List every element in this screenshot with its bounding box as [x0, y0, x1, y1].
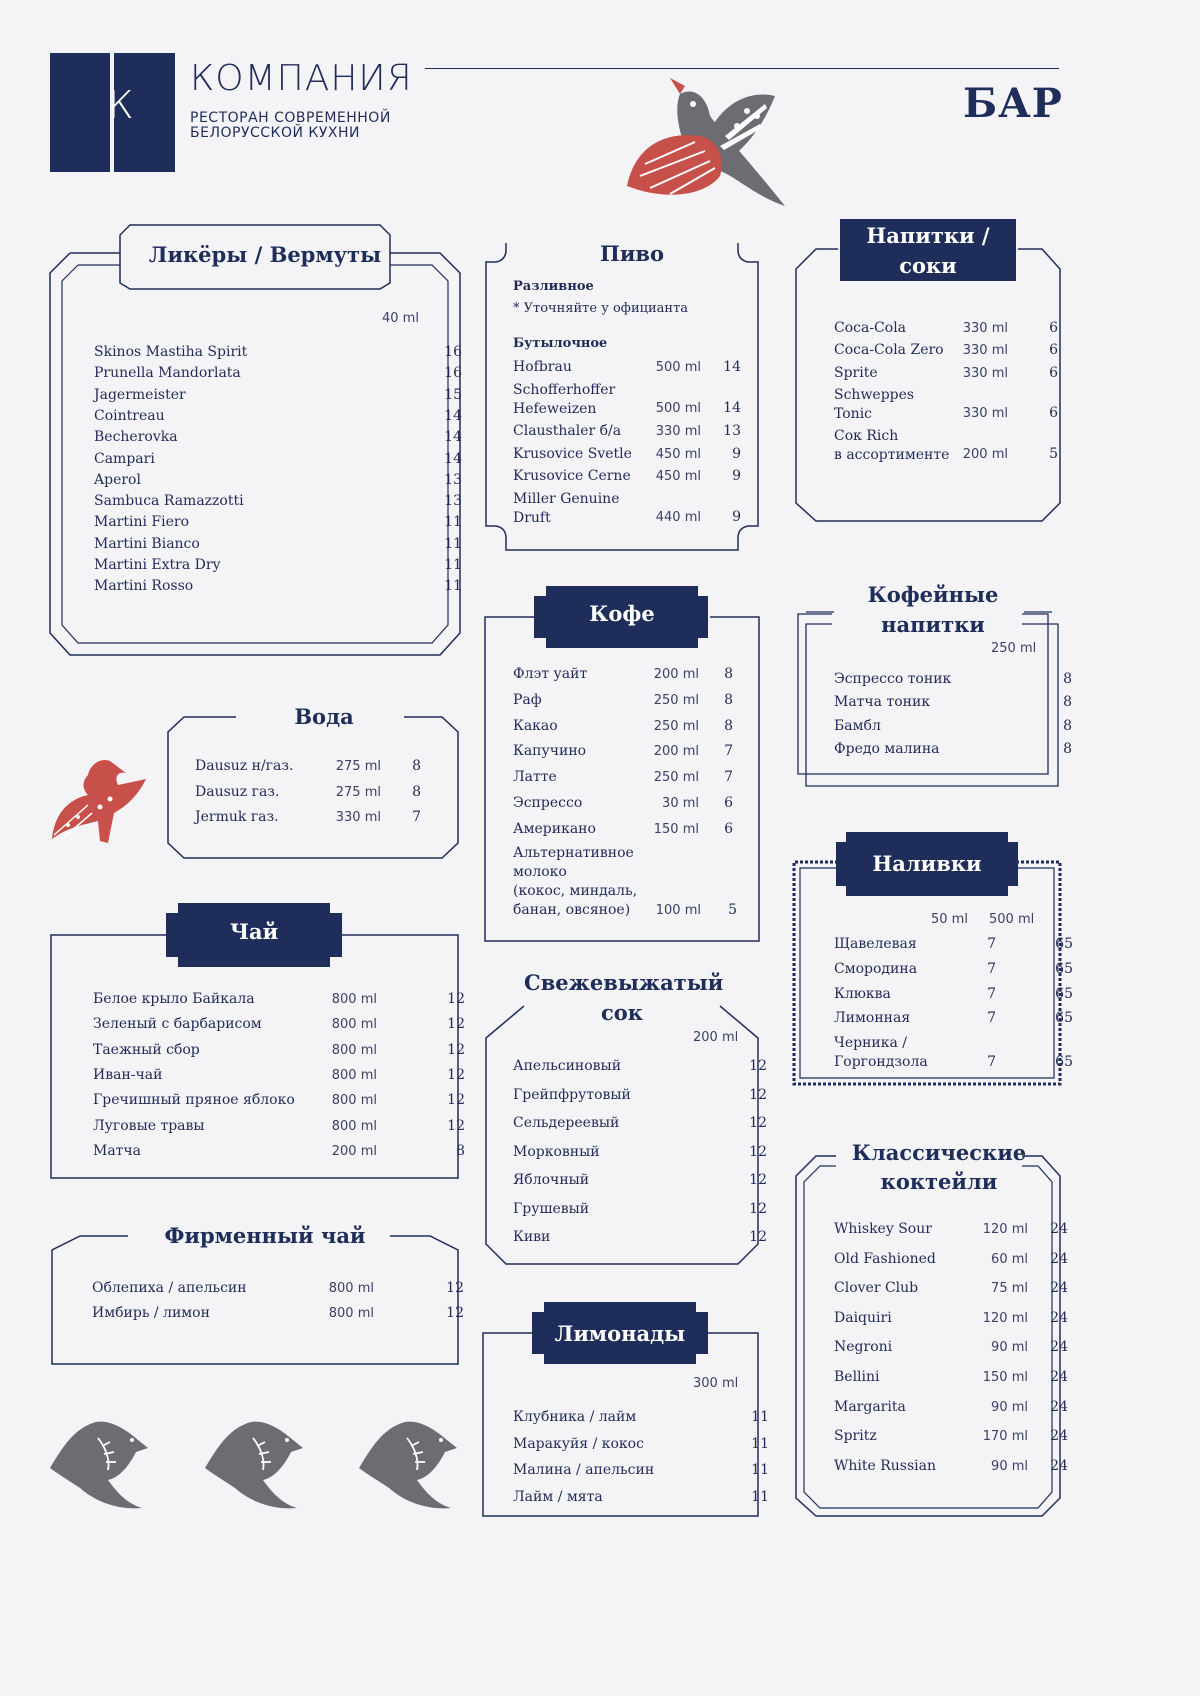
- cocktail-item-volume: 75 ml: [991, 1281, 1028, 1297]
- drink-item-price: 6: [1049, 342, 1058, 359]
- cocktail-item-name: Old Fashioned: [834, 1250, 936, 1267]
- nalivka-item-name: Щавелевая: [834, 936, 917, 952]
- coffee-drink-item-name: Фредо малина: [834, 741, 940, 758]
- water-panel: [166, 700, 460, 860]
- cocktail-item-volume: 150 ml: [982, 1370, 1028, 1385]
- nalivka-item-name: Смородина: [834, 960, 918, 977]
- drinks-title-1: Напитки /: [840, 221, 1016, 250]
- drink-item-price: 6: [1049, 364, 1058, 381]
- beer-draft-label: Разливное: [513, 279, 594, 294]
- tea-item-name: Луговые травы: [93, 1117, 205, 1134]
- coffee-item-price: 8: [724, 666, 733, 682]
- nalivka-item-price: 7: [987, 1054, 996, 1071]
- signature-tea-item-price: 12: [446, 1280, 464, 1296]
- beer-draft-note: * Уточняйте у официанта: [513, 301, 689, 316]
- tea-item-price: 12: [447, 1016, 465, 1033]
- brand-subtitle-1: РЕСТОРАН СОВРЕМЕННОЙ: [190, 110, 391, 126]
- water-item-name: Dausuz газ.: [195, 783, 280, 800]
- signature-tea-item-name: Имбирь / лимон: [92, 1304, 210, 1321]
- liqueur-item-name: Cointreau: [94, 407, 165, 424]
- juice-item-name: Сельдереевый: [513, 1115, 620, 1131]
- coffee-item-price: 7: [724, 743, 733, 760]
- brand: [190, 58, 413, 141]
- drink-item-name: Sprite: [834, 364, 878, 381]
- liqueur-item-name: Martini Fiero: [94, 514, 190, 531]
- coffee-alt-volume: 100 ml: [655, 903, 701, 918]
- liqueur-item-name: Martini Rosso: [94, 578, 194, 595]
- juice-item-price: 12: [749, 1172, 767, 1188]
- water-item-price: 7: [412, 809, 421, 825]
- water-item-name: Jermuk газ.: [195, 809, 279, 825]
- cocktail-item-name: Clover Club: [834, 1280, 919, 1297]
- beer-item-price: 9: [732, 509, 741, 526]
- coffee-drink-item-price: 8: [1063, 694, 1072, 711]
- tea-item-name: Белое крыло Байкала: [93, 991, 255, 1007]
- lemonade-item-name: Малина / апельсин: [513, 1462, 655, 1478]
- lemonade-item-price: 11: [751, 1435, 769, 1452]
- beer-title: Пиво: [552, 239, 712, 268]
- liqueur-item-price: 11: [444, 578, 462, 595]
- juice-item-name: Апельсиновый: [513, 1058, 622, 1074]
- cocktails-panel: [796, 1136, 1068, 1518]
- drink-item-price: 6: [1049, 405, 1058, 422]
- beer-bottled-label: Бутылочное: [513, 336, 608, 351]
- drink-item-name: Schweppes Tonic: [834, 387, 915, 423]
- beer-item-name: Schofferhoffer Hefeweizen: [513, 381, 616, 417]
- lemonade-item-price: 11: [751, 1488, 769, 1505]
- coffee-drinks-title-1: Кофейные: [867, 582, 999, 607]
- liqueurs-title: Ликёры / Вермуты: [148, 242, 382, 267]
- juice-item-name: Грейпфрутовый: [513, 1086, 631, 1103]
- cocktails-title-1: Классические: [851, 1140, 1027, 1165]
- liqueur-item-price: 14: [444, 407, 462, 424]
- liqueur-item-name: Skinos Mastiha Spirit: [94, 344, 248, 360]
- liqueur-item-price: 16: [444, 344, 462, 360]
- cocktail-item-volume: 90 ml: [991, 1340, 1028, 1356]
- coffee-panel: [484, 586, 760, 942]
- beer-item-name: Krusovice Cerne: [513, 468, 631, 485]
- drink-item-price: 5: [1049, 445, 1058, 462]
- liqueur-item-name: Aperol: [94, 471, 141, 488]
- lemonades-volume: 300 ml: [693, 1376, 739, 1391]
- tea-item-name: Иван-чай: [93, 1066, 163, 1083]
- drink-item-name: Coca-Cola Zero: [834, 342, 944, 359]
- cocktail-item-volume: 90 ml: [991, 1458, 1028, 1474]
- swallow-icon: [203, 1418, 307, 1514]
- beer-item-volume: 500 ml: [655, 360, 701, 375]
- liqueur-item-name: Becherovka: [94, 429, 178, 446]
- drink-item-name: Сок Rich в ассортименте: [834, 427, 950, 463]
- water-item-name: Dausuz н/газ.: [195, 758, 294, 774]
- nalivki-col1: 50 ml: [931, 912, 968, 927]
- cocktail-item-volume: 120 ml: [982, 1310, 1028, 1326]
- coffee-item-price: 8: [724, 691, 733, 708]
- coffee-item-volume: 250 ml: [653, 718, 699, 734]
- beer-item-price: 13: [723, 422, 741, 439]
- juice-item-price: 12: [749, 1143, 767, 1160]
- coffee-title: Кофе: [546, 599, 698, 628]
- water-title: Вода: [244, 702, 404, 731]
- coffee-item-name: Какао: [513, 717, 558, 734]
- tea-panel: [50, 903, 465, 1179]
- water-item-volume: 275 ml: [335, 784, 381, 800]
- coffee-item-volume: 200 ml: [653, 744, 699, 760]
- logo-letter: К: [108, 83, 134, 127]
- cocktail-item-volume: 120 ml: [982, 1222, 1028, 1237]
- liqueur-item-price: 14: [444, 429, 462, 446]
- juice-item-name: Морковный: [513, 1143, 600, 1160]
- tea-item-price: 12: [447, 1092, 465, 1109]
- nalivka-item-price: 7: [987, 936, 996, 952]
- swallow-icon: [357, 1418, 461, 1514]
- nalivka-item-price: 65: [1055, 985, 1073, 1002]
- coffee-alt-price: 5: [728, 902, 737, 918]
- cocktail-item-name: Negroni: [834, 1339, 893, 1356]
- juice-item-name: Грушевый: [513, 1200, 590, 1217]
- tea-item-price: 8: [456, 1142, 465, 1159]
- coffee-drinks-panel: [796, 582, 1072, 788]
- cocktail-item-name: Bellini: [834, 1369, 880, 1385]
- juice-title-1: Свежевыжатый: [524, 970, 724, 995]
- cocktail-item-volume: 90 ml: [991, 1399, 1028, 1415]
- signature-tea-title: Фирменный чай: [140, 1221, 390, 1250]
- coffee-item-volume: 250 ml: [653, 692, 699, 708]
- drink-item-name: Coca-Cola: [834, 320, 907, 336]
- coffee-drink-item-price: 8: [1063, 741, 1072, 758]
- tea-item-name: Матча: [93, 1142, 142, 1159]
- tea-item-volume: 800 ml: [331, 1042, 377, 1058]
- tea-item-volume: 800 ml: [331, 1093, 377, 1109]
- water-item-price: 8: [412, 783, 421, 800]
- coffee-alt-line-3: (кокос, миндаль,: [513, 883, 638, 899]
- signature-tea-item-price: 12: [446, 1304, 464, 1321]
- beer-item-name: Miller Genuine Druft: [513, 491, 620, 527]
- folk-bird-icon: [625, 76, 795, 216]
- coffee-item-name: Латте: [513, 769, 557, 786]
- cocktail-item-name: White Russian: [834, 1457, 937, 1474]
- coffee-item-name: Эспрессо: [513, 795, 583, 811]
- coffee-item-volume: 250 ml: [653, 770, 699, 786]
- lemonades-panel: [482, 1302, 769, 1518]
- nalivka-item-price: 65: [1055, 936, 1073, 952]
- tea-item-price: 12: [447, 1117, 465, 1134]
- coffee-item-name: Американо: [513, 820, 596, 837]
- cocktails-title-2: коктейли: [880, 1169, 998, 1194]
- liqueur-item-price: 13: [444, 471, 462, 488]
- coffee-alt-line-4: банан, овсяное): [513, 902, 631, 918]
- liqueur-item-price: 15: [444, 386, 462, 403]
- coffee-drink-item-name: Матча тоник: [834, 694, 931, 711]
- beer-item-volume: 440 ml: [655, 510, 701, 526]
- tea-item-name: Гречишный пряное яблоко: [93, 1092, 295, 1109]
- tea-item-volume: 800 ml: [331, 1017, 377, 1033]
- beer-item-name: Hofbrau: [513, 359, 572, 375]
- coffee-drink-item-price: 8: [1063, 671, 1072, 687]
- drink-item-volume: 200 ml: [962, 446, 1008, 462]
- lemonades-title: Лимонады: [544, 1319, 696, 1348]
- liqueur-item-name: Martini Bianco: [94, 535, 200, 552]
- coffee-drink-item-name: Бамбл: [834, 717, 881, 734]
- juice-item-price: 12: [749, 1115, 767, 1131]
- tea-item-volume: 800 ml: [331, 1118, 377, 1134]
- liqueurs-panel: [50, 223, 460, 655]
- liqueur-item-price: 11: [444, 535, 462, 552]
- cocktail-item-price: 24: [1050, 1250, 1068, 1267]
- cocktail-item-price: 24: [1050, 1428, 1068, 1445]
- beer-panel: [484, 238, 760, 552]
- signature-tea-item-name: Облепиха / апельсин: [92, 1280, 247, 1296]
- signature-tea-item-volume: 800 ml: [328, 1305, 374, 1321]
- coffee-alt-line-2: молоко: [513, 864, 567, 880]
- tea-item-volume: 800 ml: [331, 992, 377, 1007]
- cocktail-item-price: 24: [1050, 1280, 1068, 1297]
- juice-volume: 200 ml: [693, 1030, 739, 1045]
- liqueur-item-name: Prunella Mandorlata: [94, 365, 241, 382]
- coffee-item-volume: 30 ml: [662, 796, 699, 811]
- beer-item-volume: 500 ml: [655, 400, 701, 416]
- lemonade-item-name: Маракуйя / кокос: [513, 1435, 644, 1452]
- swallow-icon: [48, 1418, 152, 1514]
- liqueur-item-name: Sambuca Ramazzotti: [94, 493, 244, 510]
- brand-subtitle-2: БЕЛОРУССКОЙ КУХНИ: [190, 125, 360, 141]
- beer-item-price: 9: [732, 468, 741, 485]
- nalivka-item-name: Лимонная: [834, 1010, 911, 1027]
- nalivka-item-price: 65: [1055, 960, 1073, 977]
- liqueur-item-price: 16: [444, 365, 462, 382]
- beer-item-price: 14: [723, 359, 741, 375]
- cocktail-item-price: 24: [1050, 1221, 1068, 1237]
- juice-item-price: 12: [749, 1229, 767, 1245]
- nalivki-col2: 500 ml: [989, 912, 1035, 927]
- cocktail-item-price: 24: [1050, 1339, 1068, 1356]
- header-divider: [425, 68, 1059, 69]
- lemonade-item-name: Клубника / лайм: [513, 1409, 637, 1425]
- nalivka-item-name: Клюква: [834, 985, 891, 1002]
- beer-item-name: Krusovice Svetle: [513, 445, 632, 462]
- beer-item-volume: 330 ml: [655, 423, 701, 439]
- coffee-item-name: Раф: [513, 691, 542, 708]
- nalivki-panel: [790, 832, 1073, 1088]
- beer-item-volume: 450 ml: [655, 469, 701, 485]
- coffee-drink-item-name: Эспрессо тоник: [834, 671, 952, 687]
- drink-item-price: 6: [1049, 320, 1058, 336]
- juice-item-name: Яблочный: [513, 1172, 590, 1188]
- coffee-alt-line-1: Альтернативное: [513, 845, 634, 861]
- nalivki-title: Наливки: [846, 849, 1008, 878]
- brand-name: КОМПАНИЯ: [190, 58, 413, 99]
- beer-item-volume: 450 ml: [655, 446, 701, 462]
- tea-item-price: 12: [447, 991, 465, 1007]
- liqueur-item-price: 11: [444, 557, 462, 573]
- cocktail-item-volume: 60 ml: [991, 1251, 1028, 1267]
- drink-item-volume: 330 ml: [962, 406, 1008, 422]
- liqueur-item-name: Martini Extra Dry: [94, 557, 221, 573]
- nalivka-item-price: 65: [1055, 1054, 1073, 1071]
- beer-item-price: 14: [723, 399, 741, 416]
- drink-item-volume: 330 ml: [962, 321, 1008, 336]
- page-title: БАР: [963, 80, 1063, 127]
- logo: [50, 53, 175, 172]
- cocktail-item-price: 24: [1050, 1369, 1068, 1385]
- tea-item-price: 12: [447, 1041, 465, 1058]
- nalivka-item-price: 65: [1055, 1010, 1073, 1027]
- liqueur-item-price: 11: [444, 514, 462, 531]
- coffee-item-price: 6: [724, 820, 733, 837]
- coffee-item-name: Капучино: [513, 743, 587, 760]
- liqueur-item-price: 13: [444, 493, 462, 510]
- beer-item-price: 9: [732, 445, 741, 462]
- cocktail-item-price: 24: [1050, 1457, 1068, 1474]
- coffee-item-price: 7: [724, 769, 733, 786]
- nalivka-item-price: 7: [987, 985, 996, 1002]
- nalivka-item-price: 7: [987, 960, 996, 977]
- cocktail-item-name: Whiskey Sour: [834, 1221, 932, 1237]
- tea-item-price: 12: [447, 1066, 465, 1083]
- liqueurs-volume: 40 ml: [382, 311, 419, 326]
- beer-item-name: Clausthaler б/а: [513, 422, 622, 439]
- drink-item-volume: 330 ml: [962, 343, 1008, 359]
- juice-item-price: 12: [749, 1200, 767, 1217]
- coffee-item-name: Флэт уайт: [513, 666, 588, 682]
- juice-item-price: 12: [749, 1058, 767, 1074]
- tea-item-name: Таежный сбор: [93, 1041, 200, 1058]
- juice-panel: [484, 966, 767, 1266]
- liqueur-item-name: Jagermeister: [94, 386, 186, 403]
- nalivka-item-price: 7: [987, 1010, 996, 1027]
- cocktail-item-name: Margarita: [834, 1398, 906, 1415]
- juice-item-price: 12: [749, 1086, 767, 1103]
- water-item-volume: 275 ml: [335, 759, 381, 774]
- tea-title: Чай: [178, 917, 330, 946]
- signature-tea-item-volume: 800 ml: [328, 1281, 374, 1296]
- cocktail-item-name: Spritz: [834, 1428, 877, 1445]
- coffee-item-price: 6: [724, 795, 733, 811]
- red-bird-icon: [48, 755, 154, 847]
- coffee-item-price: 8: [724, 717, 733, 734]
- tea-item-name: Зеленый с барбарисом: [93, 1016, 262, 1033]
- water-item-price: 8: [412, 758, 421, 774]
- juice-title-2: сок: [601, 1000, 643, 1025]
- drinks-title-2: соки: [840, 251, 1016, 280]
- coffee-item-volume: 150 ml: [653, 821, 699, 837]
- cocktail-item-price: 24: [1050, 1398, 1068, 1415]
- tea-item-volume: 800 ml: [331, 1067, 377, 1083]
- signature-tea-panel: [50, 1218, 464, 1366]
- cocktail-item-name: Daiquiri: [834, 1309, 892, 1326]
- coffee-drinks-volume: 250 ml: [991, 641, 1037, 656]
- coffee-item-volume: 200 ml: [653, 667, 699, 682]
- lemonade-item-price: 11: [751, 1409, 769, 1425]
- cocktail-item-price: 24: [1050, 1309, 1068, 1326]
- coffee-drink-item-price: 8: [1063, 717, 1072, 734]
- nalivka-item-name: Черника / Горгондзола: [834, 1035, 928, 1071]
- liqueur-item-name: Campari: [94, 450, 155, 467]
- drink-item-volume: 330 ml: [962, 365, 1008, 381]
- liqueur-item-price: 14: [444, 450, 462, 467]
- cocktail-item-volume: 170 ml: [982, 1429, 1028, 1445]
- drinks-panel: [796, 219, 1062, 523]
- juice-item-name: Киви: [513, 1229, 551, 1245]
- water-item-volume: 330 ml: [335, 810, 381, 825]
- lemonade-item-price: 11: [751, 1462, 769, 1478]
- coffee-drinks-title-2: напитки: [881, 612, 985, 637]
- tea-item-volume: 200 ml: [331, 1143, 377, 1159]
- lemonade-item-name: Лайм / мята: [513, 1488, 603, 1505]
